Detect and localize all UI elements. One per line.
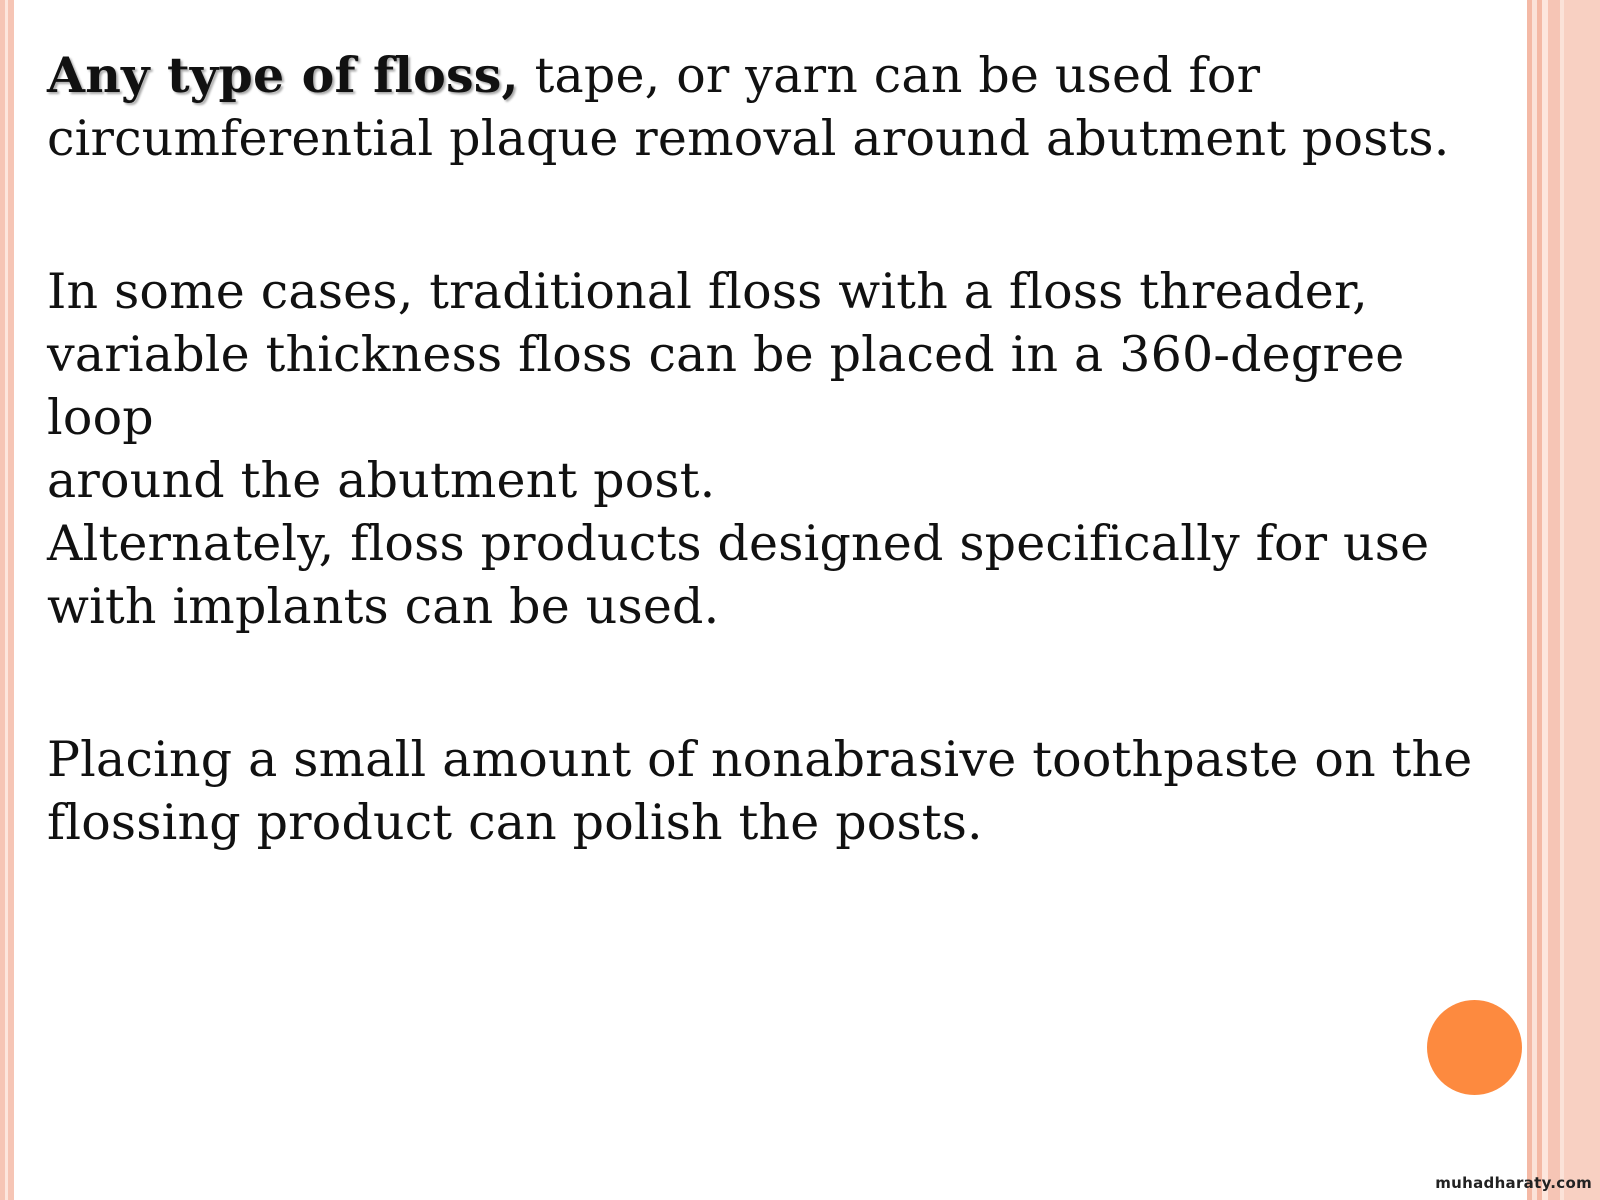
right-border-stripe (1548, 0, 1560, 1200)
paragraph-implant-floss: Alternately, floss products designed specifically for use with implants can be used. (47, 515, 1430, 635)
orange-circle-icon (1427, 1000, 1522, 1095)
right-border (1564, 0, 1600, 1200)
bold-lead-text: Any type of floss, (47, 46, 519, 104)
paragraph-floss-threader: In some cases, traditional floss with a floss threader, variable thickness floss can be placed in a 360-degree loop around the abutment post. (47, 263, 1405, 509)
paragraph-text: tape, or yarn can be used for circumferential plaque removal around abutment posts. (47, 47, 1450, 167)
left-border-stripe (5, 0, 8, 1200)
watermark: muhadharaty.com (1435, 1174, 1592, 1192)
slide-body (47, 44, 1517, 854)
paragraph-toothpaste: Placing a small amount of nonabrasive toothpaste on the flossing product can polish the posts. (47, 731, 1473, 851)
paragraph-floss-types (47, 44, 1517, 170)
